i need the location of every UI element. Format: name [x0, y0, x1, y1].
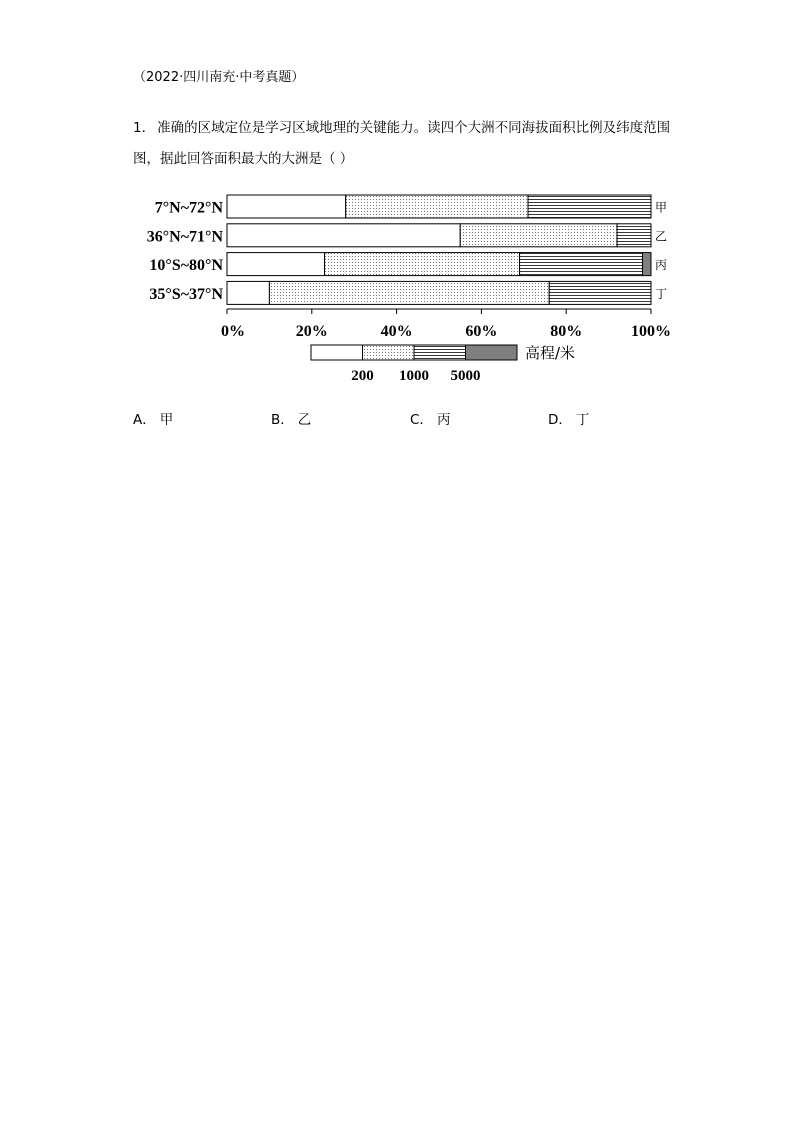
x-tick-label-2: 40%: [380, 323, 413, 340]
choice-c-text: 丙: [436, 412, 451, 428]
row-label-0: 7°N~72°N: [154, 199, 223, 217]
legend-threshold-2: 5000: [450, 368, 481, 384]
choice-d[interactable]: [548, 408, 589, 428]
legend-swatch-2: [414, 345, 466, 360]
question-number: 1．: [133, 120, 156, 136]
legend-swatch-0: [311, 345, 363, 360]
bar-segment-r3-s0: [227, 281, 269, 304]
legend-title: 高程/米: [525, 344, 576, 362]
bar-segment-r1-s1: [460, 224, 617, 247]
choice-b-text: 乙: [297, 412, 312, 428]
row-tag-0: 甲: [655, 200, 668, 215]
row-tag-2: 丙: [655, 258, 668, 273]
choice-d-text: 丁: [575, 412, 590, 428]
row-tag-3: 丁: [655, 286, 668, 301]
bar-segment-r0-s0: [227, 195, 346, 218]
choice-b[interactable]: [271, 408, 311, 428]
x-tick-label-1: 20%: [295, 323, 328, 340]
row-label-2: 10°S~80°N: [149, 257, 223, 275]
choice-d-letter: D．: [548, 412, 572, 428]
row-label-3: 35°S~37°N: [149, 285, 223, 303]
choice-c[interactable]: [410, 408, 450, 428]
bar-segment-r2-s3: [643, 253, 651, 276]
bar-segment-r1-s2: [617, 224, 651, 247]
bar-segment-r2-s0: [227, 253, 325, 276]
row-tag-1: 乙: [655, 229, 668, 244]
legend-threshold-1: 1000: [399, 368, 429, 384]
x-tick-label-3: 60%: [465, 323, 498, 340]
legend-swatch-1: [363, 345, 415, 360]
elevation-latitude-chart: [0, 0, 794, 400]
bar-segment-r0-s1: [346, 195, 528, 218]
question-source: （2022·四川南充·中考真题）: [133, 70, 305, 85]
choice-c-letter: C．: [410, 412, 433, 428]
legend-threshold-0: 200: [351, 368, 374, 384]
bar-segment-r3-s2: [549, 281, 651, 304]
bar-segment-r1-s0: [227, 224, 460, 247]
question-text: 准确的区域定位是学习区域地理的关键能力。读四个大洲不同海拔面积比例及纬度范围图，据此回答面积最大的大洲是（ ）: [133, 120, 671, 167]
choice-a[interactable]: [133, 408, 173, 428]
x-tick-label-4: 80%: [550, 323, 583, 340]
legend-swatch-3: [466, 345, 518, 360]
bar-segment-r3-s1: [269, 281, 549, 304]
bar-segment-r0-s2: [528, 195, 651, 218]
bar-segment-r2-s1: [325, 253, 520, 276]
bar-segment-r2-s2: [520, 253, 643, 276]
choice-a-text: 甲: [159, 412, 174, 428]
choice-a-letter: A．: [133, 412, 156, 428]
x-tick-label-5: 100%: [631, 323, 671, 340]
x-tick-label-0: 0%: [221, 323, 245, 340]
row-label-1: 36°N~71°N: [146, 228, 223, 246]
choice-b-letter: B．: [271, 412, 294, 428]
